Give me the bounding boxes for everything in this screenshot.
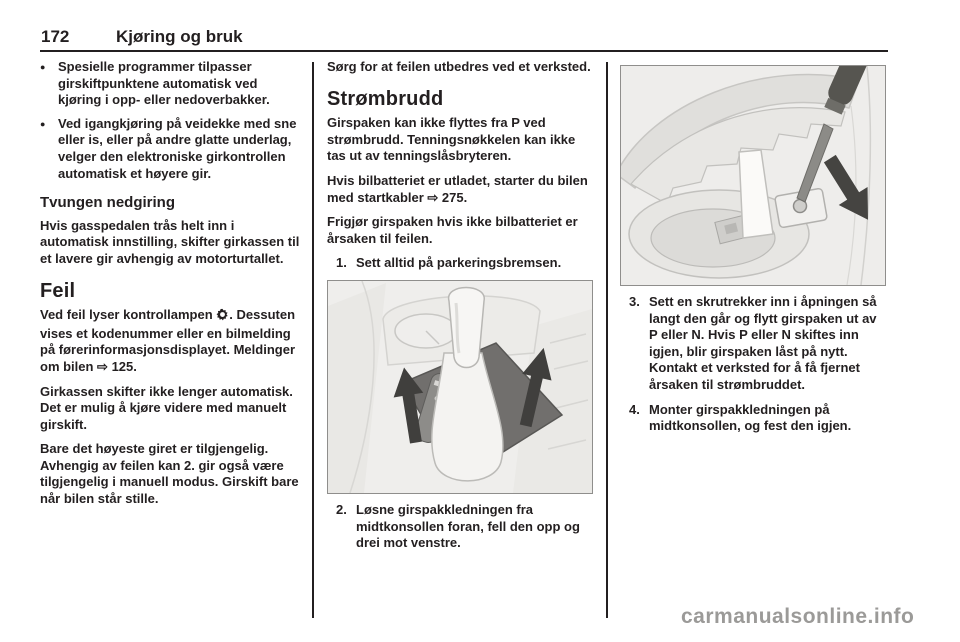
- bullet-icon: ●: [40, 62, 46, 72]
- paragraph: Girspaken kan ikke flyttes fra P ved strømbrudd. Tenningsnøkkelen kan ikke tas ut av tenningslåsbryteren.: [327, 115, 576, 164]
- paragraph: Bare det høyeste giret er tilgjengelig. Avhengig av feilen kan 2. gir også være tilgjengelig i manuell modus. Girskift bare når bilen står stille.: [40, 441, 299, 507]
- column-1: [40, 59, 304, 516]
- figure-shifter-screwdriver: [620, 65, 886, 286]
- numbered-step: [620, 294, 886, 394]
- watermark: carmanualsonline.info: [681, 605, 915, 628]
- step-text: Løsne girspakkledningen fra midtkonsollen foran, fell den opp og drei mot venstre.: [356, 501, 580, 551]
- step-text: Sett alltid på parkeringsbremsen.: [356, 255, 562, 271]
- paragraph: Frigjør girspaken hvis ikke bilbatteriet er årsaken til feilen.: [327, 214, 578, 246]
- paragraph: [40, 307, 304, 375]
- bullet-text: Ved igangkjøring på veidekke med sne eller is, eller på andre glatte underlag, velger den elektroniske girkontrollen automatisk et høyere gir.: [58, 115, 297, 181]
- column-divider-1: [312, 62, 314, 618]
- chapter-title: Kjøring og bruk: [116, 27, 243, 46]
- numbered-step: [620, 402, 886, 435]
- numbered-step: [327, 502, 593, 552]
- header-rule: [40, 50, 888, 52]
- step-number: 1.: [336, 255, 347, 271]
- paragraph-text: . Dessuten vises et kodenummer eller en bilmelding på førerinformasjonsdisplayet. Meldinger om bilen ⇨ 125.: [40, 307, 296, 374]
- list-item: [40, 59, 304, 109]
- step-number: 3.: [629, 294, 640, 309]
- paragraph: Hvis bilbatteriet er utladet, starter du bilen med startkabler ⇨ 275.: [327, 172, 588, 205]
- section-heading: Strømbrudd: [327, 87, 444, 110]
- section-heading: Feil: [40, 279, 76, 302]
- step-text: Monter girspakkledningen på midtkonsollen, og fest den igjen.: [649, 401, 852, 434]
- step-number: 4.: [629, 401, 640, 417]
- page-number: 172: [41, 27, 70, 46]
- bullet-icon: ●: [40, 118, 46, 129]
- figure-gear-selector-arrows: [327, 280, 593, 494]
- subsection-heading: Tvungen nedgiring: [40, 194, 175, 212]
- bullet-text: Spesielle programmer tilpasser girskiftpunktene automatisk ved kjøring i opp- eller nedoverbakker.: [58, 59, 270, 108]
- column-divider-2: [606, 62, 608, 618]
- column-3: [620, 59, 886, 443]
- paragraph: Sørg for at feilen utbedres ved et verksted.: [327, 59, 591, 74]
- gearbox-warning-icon: [216, 308, 229, 326]
- step-text: Sett en skrutrekker inn i åpningen så langt den går og flytt girspaken ut av P eller N. Hvis P eller N skiftes inn igjen, blir girspaken låst på nytt. Kontakt et verksted for å få fjernet årsaken til strømbruddet.: [649, 294, 877, 392]
- paragraph: Girkassen skifter ikke lenger automatisk. Det er mulig å kjøre videre med manuelt girskift.: [40, 383, 293, 432]
- paragraph: Hvis gasspedalen trås helt inn i automatisk innstilling, skifter girkassen til et lavere gir avhengig av motorturtallet.: [40, 217, 300, 266]
- list-item: [40, 116, 304, 182]
- step-number: 2.: [336, 501, 347, 517]
- column-2: [327, 59, 593, 560]
- numbered-step: [327, 255, 593, 272]
- paragraph-text: Ved feil lyser kontrollampen: [40, 307, 217, 323]
